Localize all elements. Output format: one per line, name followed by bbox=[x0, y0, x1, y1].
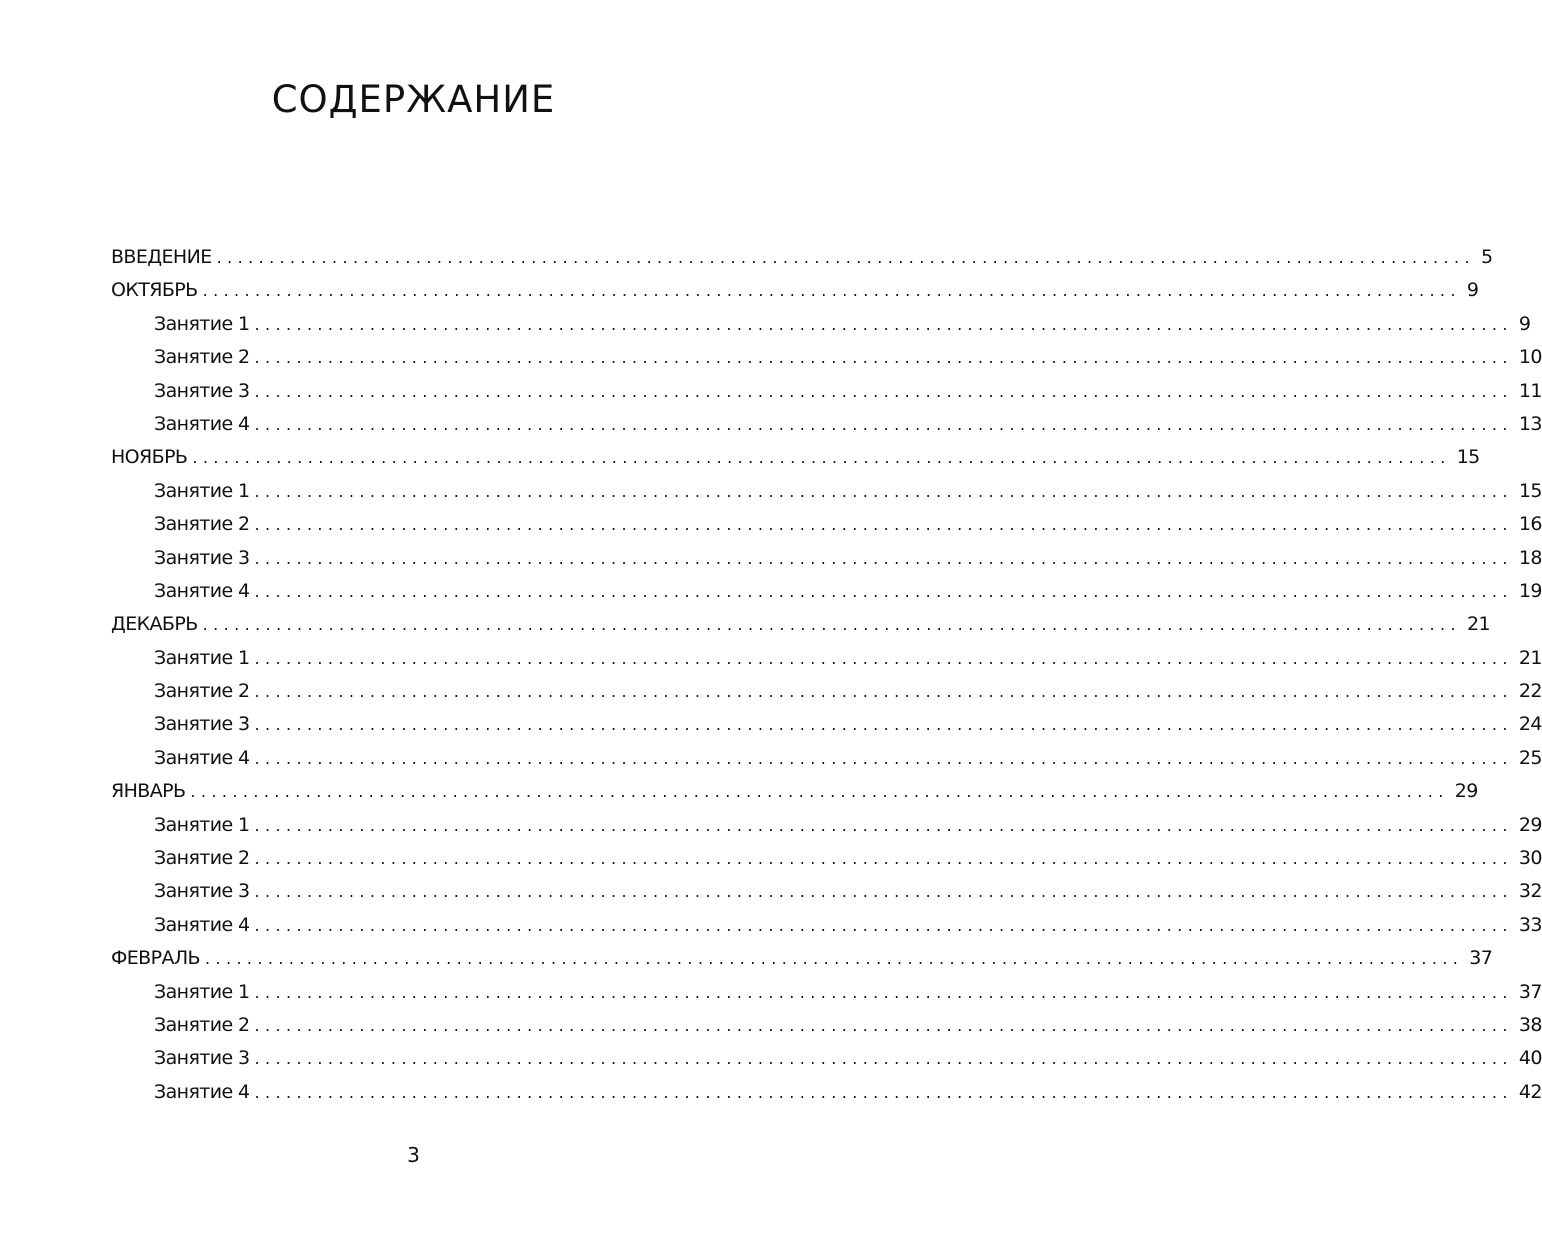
toc-entry-label: Занятие 1 bbox=[154, 479, 250, 502]
toc-entry-label: Занятие 4 bbox=[154, 579, 250, 602]
toc-dot-leader: ........................................................................................................................ bbox=[254, 882, 1513, 902]
toc-subentry bbox=[111, 742, 1542, 775]
toc-entry-label: Занятие 4 bbox=[154, 913, 250, 936]
toc-entry-label: Занятие 2 bbox=[154, 513, 250, 536]
toc-subentry bbox=[111, 842, 1542, 875]
toc-entry-page: 19 bbox=[1518, 579, 1542, 602]
toc-subentry bbox=[111, 1009, 1542, 1042]
toc-entry-page: 18 bbox=[1518, 546, 1542, 569]
toc-dot-leader: ........................................................................................................................ bbox=[254, 381, 1513, 401]
toc-entry-page: 16 bbox=[1518, 513, 1542, 536]
toc-subentry bbox=[111, 809, 1542, 842]
toc-entry-label: Занятие 1 bbox=[154, 312, 250, 335]
toc-subentry bbox=[111, 976, 1542, 1009]
toc-entry-page: 32 bbox=[1518, 880, 1542, 903]
toc-subentry bbox=[111, 875, 1542, 908]
toc-dot-leader: ........................................................................................................................ bbox=[254, 682, 1513, 702]
toc-dot-leader: ........................................................................................................................ bbox=[204, 949, 1464, 969]
page-number: 3 bbox=[407, 1143, 420, 1167]
toc-section-entry bbox=[111, 241, 1493, 274]
toc-dot-leader: ........................................................................................................................ bbox=[202, 281, 1461, 301]
toc-dot-leader: ........................................................................................................................ bbox=[254, 849, 1513, 869]
toc-entry-label: Занятие 2 bbox=[154, 680, 250, 703]
toc-subentry bbox=[111, 642, 1542, 675]
toc-entry-page: 24 bbox=[1518, 713, 1542, 736]
toc-entry-page: 29 bbox=[1518, 813, 1542, 836]
toc-subentry bbox=[111, 1042, 1542, 1075]
toc-entry-label: НОЯБРЬ bbox=[111, 446, 188, 469]
toc-entry-page: 30 bbox=[1518, 847, 1542, 870]
toc-section-entry bbox=[111, 274, 1479, 307]
toc-subentry bbox=[111, 708, 1542, 741]
toc-dot-leader: ........................................................................................................................ bbox=[254, 648, 1513, 668]
toc-entry-label: ЯНВАРЬ bbox=[111, 780, 186, 803]
toc-subentry bbox=[111, 542, 1542, 575]
toc-entry-page: 11 bbox=[1518, 379, 1542, 402]
toc-entry-page: 21 bbox=[1518, 646, 1542, 669]
toc-subentry bbox=[111, 308, 1531, 341]
toc-subentry bbox=[111, 575, 1542, 608]
toc-entry-label: ФЕВРАЛЬ bbox=[111, 947, 200, 970]
toc-entry-page: 5 bbox=[1480, 246, 1493, 268]
toc-entry-label: Занятие 3 bbox=[154, 1047, 250, 1070]
toc-entry-label: Занятие 3 bbox=[154, 880, 250, 903]
toc-entry-page: 42 bbox=[1518, 1080, 1542, 1103]
toc-entry-page: 37 bbox=[1518, 980, 1542, 1003]
toc-entry-label: Занятие 2 bbox=[154, 847, 250, 870]
toc-entry-page: 15 bbox=[1518, 479, 1542, 502]
toc-dot-leader: ........................................................................................................................ bbox=[254, 515, 1513, 535]
toc-entry-label: Занятие 2 bbox=[154, 1013, 250, 1036]
toc-entry-label: ОКТЯБРЬ bbox=[111, 279, 198, 302]
toc-entry-page: 21 bbox=[1466, 613, 1490, 636]
toc-entry-label: ДЕКАБРЬ bbox=[111, 613, 198, 636]
toc-entry-label: Занятие 1 bbox=[154, 980, 250, 1003]
toc-dot-leader: ........................................................................................................................ bbox=[254, 414, 1513, 434]
toc-entry-page: 38 bbox=[1518, 1013, 1542, 1036]
toc-dot-leader: ........................................................................................................................ bbox=[254, 1082, 1513, 1102]
toc-subentry bbox=[111, 675, 1542, 708]
toc-subentry bbox=[111, 375, 1542, 408]
toc-entry-label: Занятие 3 bbox=[154, 546, 250, 569]
toc-entry-label: Занятие 3 bbox=[154, 379, 250, 402]
toc-entry-page: 9 bbox=[1518, 312, 1531, 335]
toc-dot-leader: ........................................................................................................................ bbox=[254, 1015, 1513, 1035]
table-of-contents bbox=[111, 241, 1542, 1109]
toc-dot-leader: ........................................................................................................................ bbox=[254, 481, 1513, 501]
toc-entry-page: 40 bbox=[1518, 1047, 1542, 1070]
toc-section-entry bbox=[111, 608, 1490, 641]
toc-entry-label: Занятие 4 bbox=[154, 746, 250, 769]
toc-entry-page: 9 bbox=[1466, 279, 1479, 302]
page-title: СОДЕРЖАНИЕ bbox=[271, 78, 556, 121]
toc-dot-leader: ........................................................................................................................ bbox=[254, 982, 1513, 1002]
toc-dot-leader: ........................................................................................................................ bbox=[254, 581, 1513, 601]
toc-entry-label: ВВЕДЕНИЕ bbox=[111, 246, 212, 268]
toc-subentry bbox=[111, 408, 1542, 441]
toc-subentry bbox=[111, 1076, 1542, 1109]
toc-dot-leader: ........................................................................................................................ bbox=[254, 815, 1513, 835]
toc-entry-label: Занятие 1 bbox=[154, 646, 250, 669]
toc-entry-label: Занятие 4 bbox=[154, 412, 250, 435]
toc-dot-leader: ........................................................................................................................ bbox=[254, 348, 1513, 368]
toc-dot-leader: ........................................................................................................................ bbox=[254, 1049, 1513, 1069]
toc-dot-leader: ........................................................................................................................ bbox=[254, 715, 1513, 735]
toc-dot-leader: ........................................................................................................................ bbox=[254, 915, 1513, 935]
toc-subentry bbox=[111, 909, 1542, 942]
toc-dot-leader: ........................................................................................................................ bbox=[216, 248, 1475, 267]
toc-entry-label: Занятие 4 bbox=[154, 1080, 250, 1103]
toc-dot-leader: ........................................................................................................................ bbox=[254, 748, 1513, 768]
toc-entry-page: 13 bbox=[1518, 412, 1542, 435]
toc-entry-page: 29 bbox=[1454, 780, 1478, 803]
toc-entry-label: Занятие 1 bbox=[154, 813, 250, 836]
toc-subentry bbox=[111, 341, 1542, 374]
toc-entry-page: 10 bbox=[1518, 346, 1542, 369]
toc-entry-page: 22 bbox=[1518, 680, 1542, 703]
toc-entry-page: 15 bbox=[1456, 446, 1480, 469]
toc-entry-page: 25 bbox=[1518, 746, 1542, 769]
toc-dot-leader: ........................................................................................................................ bbox=[190, 782, 1449, 802]
toc-subentry bbox=[111, 508, 1542, 541]
toc-dot-leader: ........................................................................................................................ bbox=[202, 615, 1461, 635]
toc-dot-leader: ........................................................................................................................ bbox=[192, 448, 1451, 468]
toc-section-entry bbox=[111, 942, 1493, 975]
toc-entry-page: 33 bbox=[1518, 913, 1542, 936]
toc-subentry bbox=[111, 475, 1542, 508]
toc-entry-page: 37 bbox=[1469, 947, 1493, 970]
toc-section-entry bbox=[111, 441, 1480, 474]
toc-entry-label: Занятие 2 bbox=[154, 346, 250, 369]
toc-entry-label: Занятие 3 bbox=[154, 713, 250, 736]
toc-dot-leader: ........................................................................................................................ bbox=[254, 548, 1513, 568]
toc-dot-leader: ........................................................................................................................ bbox=[254, 314, 1513, 334]
toc-section-entry bbox=[111, 775, 1478, 808]
